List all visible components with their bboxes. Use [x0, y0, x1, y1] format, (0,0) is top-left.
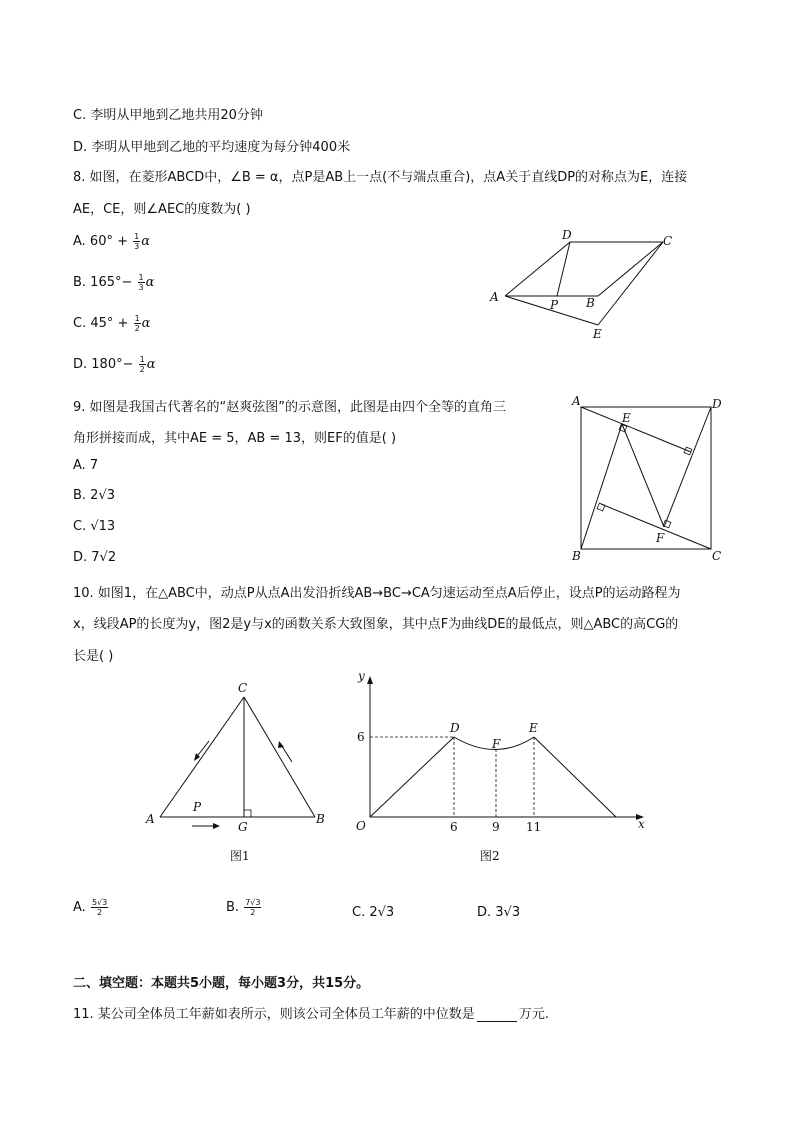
q8-option-c: C. 45° + $\frac{1}{2}$ α [73, 314, 151, 333]
q10-fig2-tick-x9: 9 [492, 820, 500, 834]
q9-line-e-f [622, 424, 664, 527]
q11-stem [73, 1003, 549, 1022]
q10-fig2-label-f: F [492, 737, 501, 751]
q8-label-b: B [586, 296, 595, 310]
q10-fig2-label-o: O [356, 819, 366, 833]
q11-answer-blank[interactable] [477, 1009, 517, 1022]
q10-option-b: B. $\frac{7√3}{2}$ [226, 898, 261, 917]
q10-fig2-label-e: E [529, 721, 538, 735]
q10-fig2-caption: 图2 [480, 849, 500, 863]
q10-fig1-label-p: P [193, 800, 202, 814]
q10-fig1-arrowhead-ab [213, 823, 220, 829]
q9-option-d: D. 7√2 [73, 550, 117, 565]
q8-edge-ad [505, 242, 570, 296]
q8-option-a: A. 60° + $\frac{1}{3}$ α [73, 232, 151, 251]
q10-stem-line2: x，线段AP的长度为y，图2是y与x的函数关系大致图象，其中点F为曲线DE的最低点，则△ABC的高CG的 [73, 617, 679, 632]
q10-fig1-label-c: C [238, 681, 248, 695]
q10-option-d: D. 3√3 [477, 905, 521, 920]
q10-fig2-segment-e-end [534, 737, 616, 817]
q9-label-f: F [656, 531, 665, 545]
q10-fig1-arrowhead-bc [278, 741, 284, 748]
q10-stem-line3: 长是( ) [73, 649, 114, 664]
q7-option-c: C. 李明从甲地到乙地共用20分钟 [73, 108, 263, 123]
q8-label-c: C [663, 234, 673, 248]
q10-stem-line1: 10. 如图1，在△ABC中，动点P从点A出发沿折线AB→BC→CA匀速运动至点A后停止，设点P的运动路程为 [73, 586, 681, 601]
q10-fig2-segment-od [370, 737, 454, 817]
q10-fig2-label-x: x [638, 817, 645, 831]
q9-line-b-a [581, 424, 622, 549]
q8-edge-dp [557, 242, 570, 296]
q9-line-a-e [581, 407, 691, 452]
q9-line-d-c [664, 407, 711, 527]
q10-fig2-tick-x11: 11 [526, 820, 542, 834]
q9-outer-square [581, 407, 711, 549]
q9-option-a: A. 7 [73, 458, 99, 473]
q10-fig1-edge-bc [244, 697, 315, 817]
q11-stem-post: 万元. [518, 1007, 549, 1022]
q10-fig2-tick-y6: 6 [357, 730, 365, 744]
q10-fig1-edge-ac [160, 697, 244, 817]
q8-label-d: D [562, 228, 572, 242]
q8-option-d: D. 180°− $\frac{1}{2}$ α [73, 355, 156, 374]
q9-stem-line2: 角形拼接而成，其中AE = 5，AB = 13，则EF的值是( ) [73, 431, 397, 446]
q10-figure2-graph [350, 666, 660, 876]
q9-label-b: B [572, 549, 581, 563]
q8-stem-line1: 8. 如图，在菱形ABCD中，∠B = α，点P是AB上一点(不与端点重合)，点A关于直线DP的对称点为E，连接 [73, 170, 688, 185]
q10-fig2-label-y: y [358, 669, 365, 683]
q7-option-d: D. 李明从甲地到乙地的平均速度为每分钟400米 [73, 140, 351, 155]
q8-label-e: E [593, 327, 602, 341]
q10-fig1-right-angle [244, 810, 251, 817]
q10-fig1-label-a: A [146, 812, 155, 826]
q9-stem-line1: 9. 如图是我国古代著名的“赵爽弦图”的示意图，此图是由四个全等的直角三 [73, 400, 507, 415]
q9-label-e: E [622, 411, 631, 425]
q8-stem-line2: AE，CE，则∠AEC的度数为( ) [73, 202, 251, 217]
q10-fig2-label-d: D [450, 721, 460, 735]
q8-label-a: A [490, 290, 499, 304]
q8-edge-cb [598, 242, 663, 296]
q10-fig1-caption: 图1 [230, 849, 250, 863]
q10-fig2-tick-x6: 6 [450, 820, 458, 834]
q10-fig1-label-g: G [238, 820, 248, 834]
q9-option-c: C. √13 [73, 519, 116, 534]
q9-zhao-shuang-figure [566, 392, 731, 564]
q10-option-a: A. $\frac{5√3}{2}$ [73, 898, 108, 917]
q10-fig1-label-b: B [316, 812, 325, 826]
q9-label-d: D [712, 397, 722, 411]
q9-label-a: A [572, 394, 581, 408]
q9-option-b: B. 2√3 [73, 488, 116, 503]
q8-option-b: B. 165°− $\frac{1}{3}$ α [73, 273, 155, 292]
q8-rhombus-figure [480, 228, 680, 348]
q11-stem-pre: 11. 某公司全体员工年薪如表所示，则该公司全体员工年薪的中位数是 [73, 1007, 475, 1022]
section-2-heading: 二、填空题：本题共5小题，每小题3分，共15分。 [73, 976, 370, 991]
q9-label-c: C [712, 549, 722, 563]
q8-label-p: P [550, 298, 559, 312]
q9-line-e-c-diag [622, 407, 711, 424]
q10-fig2-y-arrow [367, 676, 373, 684]
q10-figure1-triangle [140, 676, 340, 876]
q8-edge-ce [598, 242, 663, 325]
q10-option-c: C. 2√3 [352, 905, 395, 920]
